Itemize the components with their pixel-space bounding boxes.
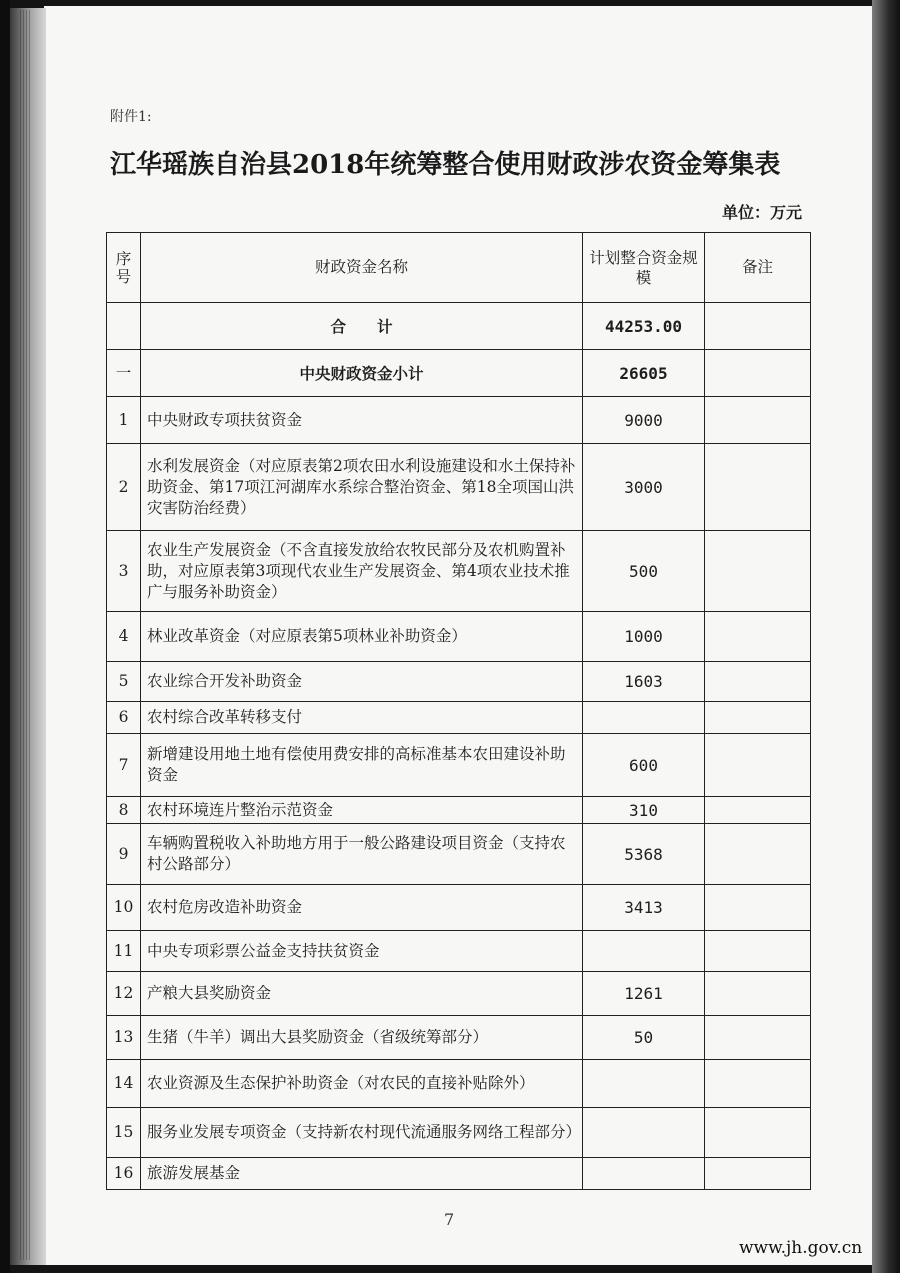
row-amount: 3413 xyxy=(583,885,705,931)
row-no: 3 xyxy=(107,531,141,612)
header-amount: 计划整合资金规模 xyxy=(583,233,705,303)
row-name: 农村综合改革转移支付 xyxy=(141,702,583,734)
row-name: 水利发展资金（对应原表第2项农田水利设施建设和水土保持补助资金、第17项江河湖库水系综合整治资金、第18全项国山洪灾害防治经费） xyxy=(141,444,583,531)
row-name: 农业生产发展资金（不含直接发放给农牧民部分及农机购置补助，对应原表第3项现代农业生产发展资金、第4项农业技术推广与服务补助资金） xyxy=(141,531,583,612)
table-row xyxy=(107,972,811,1016)
row-name: 中央财政专项扶贫资金 xyxy=(141,397,583,444)
row-amount xyxy=(583,931,705,972)
row-no: 14 xyxy=(107,1060,141,1108)
row-note xyxy=(705,702,811,734)
row-no: 10 xyxy=(107,885,141,931)
table-row xyxy=(107,444,811,531)
row-name: 旅游发展基金 xyxy=(141,1158,583,1190)
table-row xyxy=(107,931,811,972)
row-amount xyxy=(583,1108,705,1158)
row-note xyxy=(705,824,811,885)
row-note xyxy=(705,885,811,931)
spine-texture xyxy=(20,10,30,1260)
row-amount xyxy=(583,702,705,734)
unit-label: 单位：万元 xyxy=(722,203,803,222)
table-row xyxy=(107,1060,811,1108)
row-name: 新增建设用地土地有偿使用费安排的高标准基本农田建设补助资金 xyxy=(141,734,583,797)
row-note xyxy=(705,531,811,612)
row-no: 7 xyxy=(107,734,141,797)
row-no: 12 xyxy=(107,972,141,1016)
row-name: 农业资源及生态保护补助资金（对农民的直接补贴除外） xyxy=(141,1060,583,1108)
row-no: 4 xyxy=(107,612,141,662)
subtotal-name: 中央财政资金小计 xyxy=(141,350,583,397)
row-note xyxy=(705,1016,811,1060)
header-note: 备注 xyxy=(705,233,811,303)
row-no: 5 xyxy=(107,662,141,702)
row-name: 农业综合开发补助资金 xyxy=(141,662,583,702)
row-note xyxy=(705,1158,811,1190)
row-note xyxy=(705,397,811,444)
table-row xyxy=(107,1158,811,1190)
row-name: 林业改革资金（对应原表第5项林业补助资金） xyxy=(141,612,583,662)
row-amount: 310 xyxy=(583,797,705,824)
table-row xyxy=(107,1108,811,1158)
row-note xyxy=(705,1060,811,1108)
row-amount: 500 xyxy=(583,531,705,612)
total-name: 合 计 xyxy=(141,303,583,350)
table-row xyxy=(107,824,811,885)
row-amount: 3000 xyxy=(583,444,705,531)
total-no xyxy=(107,303,141,350)
table-header-row xyxy=(107,233,811,303)
scan-edge-right xyxy=(872,0,900,1273)
table-row xyxy=(107,797,811,824)
header-name: 财政资金名称 xyxy=(141,233,583,303)
subtotal-no: 一 xyxy=(107,350,141,397)
row-no: 13 xyxy=(107,1016,141,1060)
row-no: 6 xyxy=(107,702,141,734)
table-row xyxy=(107,702,811,734)
row-amount: 5368 xyxy=(583,824,705,885)
site-watermark: www.jh.gov.cn xyxy=(735,1238,866,1258)
row-no: 2 xyxy=(107,444,141,531)
row-no: 11 xyxy=(107,931,141,972)
row-note xyxy=(705,797,811,824)
funding-table xyxy=(106,232,811,1190)
row-amount: 9000 xyxy=(583,397,705,444)
total-row xyxy=(107,303,811,350)
row-note xyxy=(705,612,811,662)
row-note xyxy=(705,1108,811,1158)
row-no: 9 xyxy=(107,824,141,885)
table-row xyxy=(107,734,811,797)
row-amount xyxy=(583,1060,705,1108)
document-title: 江华瑶族自治县2018年统筹整合使用财政涉农资金筹集表 xyxy=(110,150,781,180)
total-note xyxy=(705,303,811,350)
row-name: 中央专项彩票公益金支持扶贫资金 xyxy=(141,931,583,972)
table-row xyxy=(107,885,811,931)
header-no: 序号 xyxy=(107,233,141,303)
row-no: 8 xyxy=(107,797,141,824)
table-row xyxy=(107,1016,811,1060)
row-name: 服务业发展专项资金（支持新农村现代流通服务网络工程部分） xyxy=(141,1108,583,1158)
table-row xyxy=(107,531,811,612)
table-row xyxy=(107,397,811,444)
row-no: 1 xyxy=(107,397,141,444)
row-note xyxy=(705,972,811,1016)
row-note xyxy=(705,931,811,972)
total-amount: 44253.00 xyxy=(583,303,705,350)
row-note xyxy=(705,444,811,531)
subtotal-row xyxy=(107,350,811,397)
row-name: 车辆购置税收入补助地方用于一般公路建设项目资金（支持农村公路部分） xyxy=(141,824,583,885)
row-amount: 1603 xyxy=(583,662,705,702)
row-name: 产粮大县奖励资金 xyxy=(141,972,583,1016)
row-name: 生猪（牛羊）调出大县奖励资金（省级统筹部分） xyxy=(141,1016,583,1060)
row-note xyxy=(705,734,811,797)
subtotal-amount: 26605 xyxy=(583,350,705,397)
row-name: 农村环境连片整治示范资金 xyxy=(141,797,583,824)
attachment-label: 附件1: xyxy=(110,109,152,125)
table-row xyxy=(107,662,811,702)
scan-edge-left xyxy=(0,0,10,1273)
row-no: 16 xyxy=(107,1158,141,1190)
row-amount xyxy=(583,1158,705,1190)
row-note xyxy=(705,662,811,702)
row-name: 农村危房改造补助资金 xyxy=(141,885,583,931)
subtotal-note xyxy=(705,350,811,397)
row-amount: 600 xyxy=(583,734,705,797)
row-no: 15 xyxy=(107,1108,141,1158)
row-amount: 1261 xyxy=(583,972,705,1016)
row-amount: 50 xyxy=(583,1016,705,1060)
row-amount: 1000 xyxy=(583,612,705,662)
page-number: 7 xyxy=(444,1210,455,1229)
table-row xyxy=(107,612,811,662)
